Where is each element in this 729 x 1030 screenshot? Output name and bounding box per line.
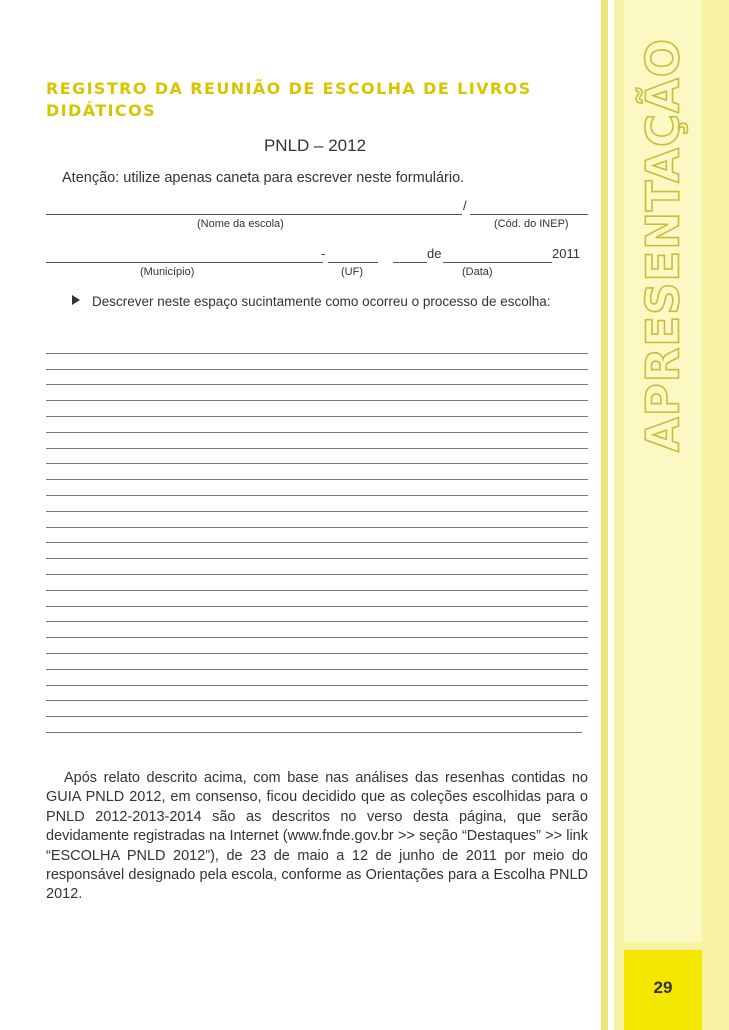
writing-line[interactable]: [46, 591, 588, 607]
writing-line[interactable]: [46, 638, 588, 654]
municipality-label: (Município): [140, 266, 195, 278]
slash-separator: /: [463, 198, 467, 213]
writing-line[interactable]: [46, 370, 588, 386]
instruction: [72, 294, 551, 309]
writing-line[interactable]: [46, 417, 588, 433]
writing-line[interactable]: [46, 607, 588, 623]
page-number: 29: [653, 978, 673, 997]
instruction-text: Descrever neste espaço sucintamente como ocorreu o processo de escolha:: [92, 294, 551, 309]
writing-line[interactable]: [46, 575, 588, 591]
writing-line[interactable]: [46, 528, 588, 544]
writing-area[interactable]: [46, 338, 588, 733]
document-title: REGISTRO DA REUNIÃO DE ESCOLHA DE LIVROS DIDÁTICOS: [46, 79, 532, 120]
document-subtitle: PNLD – 2012: [263, 136, 367, 155]
writing-line[interactable]: [46, 338, 588, 354]
school-name-field[interactable]: [46, 214, 462, 215]
writing-line[interactable]: [46, 449, 588, 465]
uf-field[interactable]: [328, 262, 378, 263]
writing-line[interactable]: [46, 717, 582, 733]
writing-line[interactable]: [46, 654, 588, 670]
writing-line[interactable]: [46, 701, 588, 717]
attention-note: Atenção: utilize apenas caneta para escrever neste formulário.: [62, 170, 465, 186]
year-text: 2011: [552, 246, 580, 261]
closing-paragraph: Após relato descrito acima, com base nas análises das resenhas contidas no GUIA PNLD 2012, em consenso, ficou decidido que as coleções escolhidas para o PNLD 2012-2013-2014 são as descritos no verso desta página, que serão devidamente registradas na Internet (www.fnde.gov.br >> seção “Destaques” >> link “ESCOLHA PNLD 2012”), de 23 de maio a 12 de junho de 2011 por meio do responsável designado pela escola, conforme as Orientações para a Escolha PNLD 2012.: [46, 770, 588, 903]
writing-line[interactable]: [46, 401, 588, 417]
municipality-field[interactable]: [46, 262, 323, 263]
writing-line[interactable]: [46, 385, 588, 401]
writing-line[interactable]: [46, 464, 588, 480]
arrow-bullet-icon: [72, 295, 80, 305]
writing-line[interactable]: [46, 354, 588, 370]
de-word: de: [427, 246, 442, 261]
month-field[interactable]: [443, 262, 552, 263]
writing-line[interactable]: [46, 543, 588, 559]
date-label: (Data): [462, 266, 493, 278]
writing-line[interactable]: [46, 496, 588, 512]
inep-code-field[interactable]: [470, 214, 588, 215]
day-field[interactable]: [393, 262, 427, 263]
writing-line[interactable]: [46, 686, 588, 702]
writing-line[interactable]: [46, 622, 588, 638]
writing-line[interactable]: [46, 433, 588, 449]
school-name-label: (Nome da escola): [197, 218, 284, 230]
inep-code-label: (Cód. do INEP): [494, 218, 569, 230]
writing-line[interactable]: [46, 559, 588, 575]
uf-label: (UF): [341, 266, 363, 278]
dash-separator: -: [321, 246, 326, 261]
writing-line[interactable]: [46, 512, 588, 528]
section-label: APRESENTAÇÃO: [636, 37, 690, 453]
writing-line[interactable]: [46, 670, 588, 686]
writing-line[interactable]: [46, 480, 588, 496]
